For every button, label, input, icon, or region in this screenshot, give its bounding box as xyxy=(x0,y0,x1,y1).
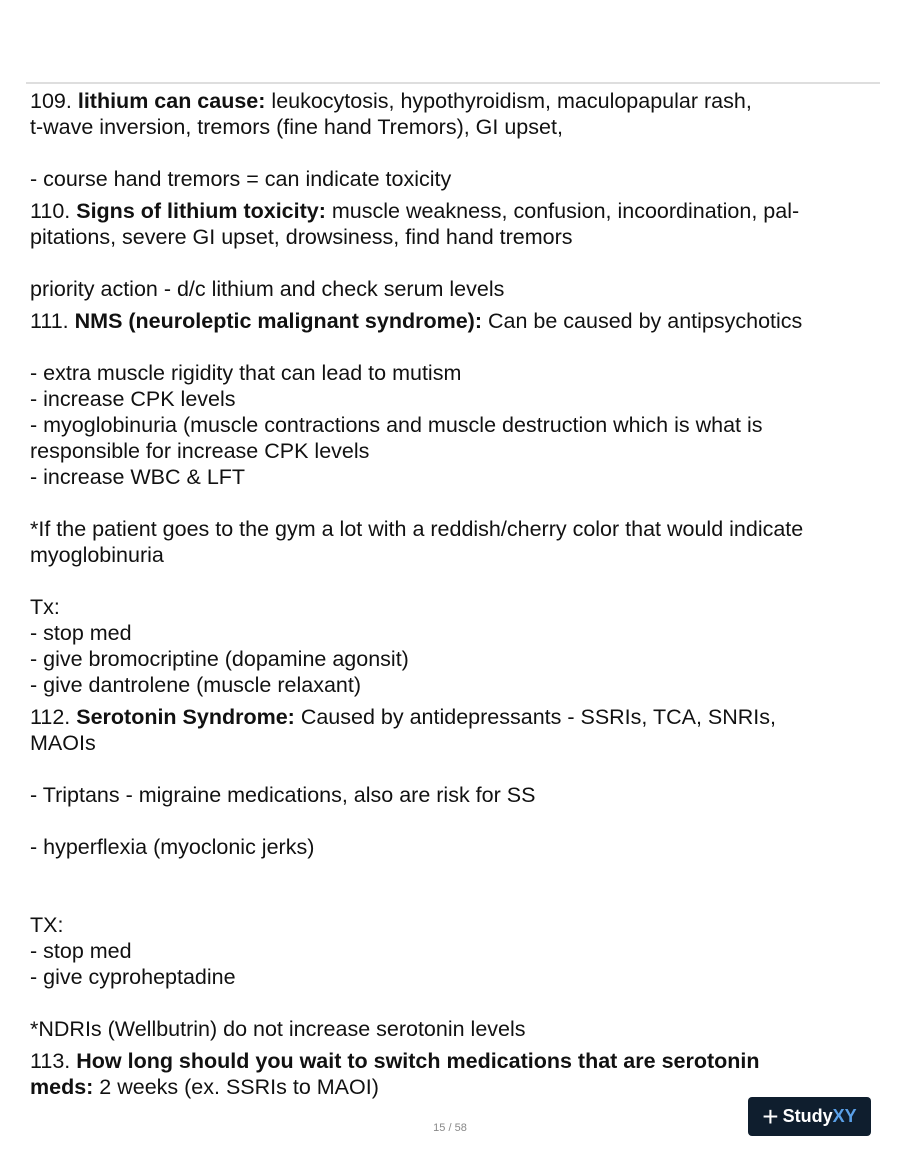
brand-suffix: XY xyxy=(832,1106,857,1126)
entry-line: - course hand tremors = can indicate toxicity xyxy=(30,167,452,191)
entry-line: - stop med xyxy=(30,621,132,645)
brand-name: Study xyxy=(782,1106,833,1126)
entry-line: Tx: xyxy=(30,595,60,619)
entry-number: 113. xyxy=(30,1049,71,1073)
entry-line xyxy=(30,140,878,166)
entry-number: 112. xyxy=(30,705,71,729)
entry-line: myoglobinuria xyxy=(30,543,164,567)
entry-number: 109. xyxy=(30,89,72,113)
plus-icon: + xyxy=(762,1100,779,1132)
entry-110 xyxy=(30,198,878,302)
entry-line: - give dantrolene (muscle relaxant) xyxy=(30,673,362,697)
entry-line xyxy=(30,886,878,912)
entry-line: responsible for increase CPK levels xyxy=(30,439,370,463)
entry-answer: leukocytosis, hypothyroidism, maculopapular rash, xyxy=(265,89,752,113)
entry-line: - give bromocriptine (dopamine agonsit) xyxy=(30,647,409,671)
header-divider xyxy=(26,82,880,84)
studyxy-logo[interactable] xyxy=(748,1097,871,1136)
entry-question: lithium can cause: xyxy=(77,89,266,113)
entry-line xyxy=(30,808,878,834)
entry-line: *If the patient goes to the gym a lot with a reddish/cherry color that would indicate xyxy=(30,517,804,541)
entry-question: How long should you wait to switch medications that are serotonin xyxy=(76,1049,760,1073)
entry-line: - increase CPK levels xyxy=(30,387,236,411)
entry-line: - give cyproheptadine xyxy=(30,965,236,989)
entry-number: 110. xyxy=(30,199,71,223)
entry-question: Signs of lithium toxicity: xyxy=(76,199,326,223)
entry-112 xyxy=(30,704,878,1042)
entry-question: NMS (neuroleptic malignant syndrome): xyxy=(74,309,482,333)
entry-113 xyxy=(30,1048,878,1100)
entry-line: MAOIs xyxy=(30,731,96,755)
entry-number: 111. xyxy=(30,309,69,333)
entry-line xyxy=(30,250,878,276)
entry-answer: 2 weeks (ex. SSRIs to MAOI) xyxy=(93,1075,379,1099)
entry-line: - Triptans - migraine medications, also are risk for SS xyxy=(30,783,536,807)
entry-line: priority action - d/c lithium and check serum levels xyxy=(30,277,505,301)
entry-line xyxy=(30,990,878,1016)
entry-line xyxy=(30,490,878,516)
entry-line: - stop med xyxy=(30,939,132,963)
entry-question-continued: meds: xyxy=(30,1075,94,1099)
entry-line xyxy=(30,568,878,594)
entry-answer: Caused by antidepressants - SSRIs, TCA, SNRIs, xyxy=(294,705,777,729)
entry-line xyxy=(30,334,878,360)
entry-line: pitations, severe GI upset, drowsiness, find hand tremors xyxy=(30,225,573,249)
entry-line: - extra muscle rigidity that can lead to mutism xyxy=(30,361,462,385)
entry-111 xyxy=(30,308,878,698)
entry-line: TX: xyxy=(30,913,64,937)
document-body xyxy=(30,88,878,1100)
entry-line: *NDRIs (Wellbutrin) do not increase serotonin levels xyxy=(30,1017,526,1041)
entry-line: - myoglobinuria (muscle contractions and muscle destruction which is what is xyxy=(30,413,763,437)
entry-line: - increase WBC & LFT xyxy=(30,465,246,489)
entry-line xyxy=(30,860,878,886)
entry-question: Serotonin Syndrome: xyxy=(76,705,295,729)
entry-line: - hyperflexia (myoclonic jerks) xyxy=(30,835,315,859)
page-number: 15 / 58 xyxy=(433,1122,467,1134)
entry-answer: Can be caused by antipsychotics xyxy=(482,309,803,333)
entry-line xyxy=(30,756,878,782)
entry-109 xyxy=(30,88,878,192)
entry-line: t-wave inversion, tremors (fine hand Tremors), GI upset, xyxy=(30,115,563,139)
entry-answer: muscle weakness, confusion, incoordination, pal- xyxy=(325,199,800,223)
